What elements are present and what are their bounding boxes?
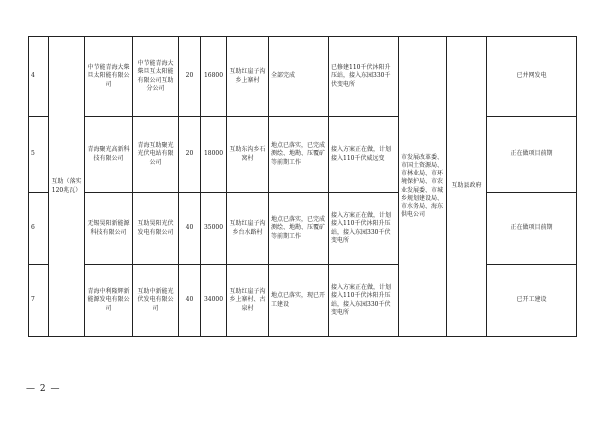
table-row (29, 193, 577, 265)
grid-connection-cell: 接入方案正在做，计划接入110千伏威远变 (329, 117, 399, 193)
grid-connection-cell: 已修建110千伏沐阳升压站，接入东园330千伏变电所 (329, 37, 399, 117)
row-number-cell: 6 (29, 193, 49, 265)
capacity-cell: 40 (179, 193, 201, 265)
company-cell: 青海中利隆辉新能源发电有限公司 (85, 265, 133, 337)
company-cell: 无锡昊阳新能源科技有限公司 (85, 193, 133, 265)
capacity-cell: 40 (179, 265, 201, 337)
row-number-cell: 7 (29, 265, 49, 337)
project-company-cell: 青海互助聚光光伏电站有限公司 (133, 117, 179, 193)
grid-connection-cell: 接入方案正在做，计划接入110千伏沐阳升压站，接入东园330千伏变电所 (329, 265, 399, 337)
preliminary-work-cell: 地点已落实，已完成测绘、地勘、压覆矿等前期工作 (269, 117, 329, 193)
table-row (29, 265, 577, 337)
location-cell: 互助红崖子沟乡上寨村、古泉村 (227, 265, 269, 337)
investment-cell: 35000 (201, 193, 227, 265)
investment-cell: 18000 (201, 117, 227, 193)
location-cell: 互助东沟乡石窝村 (227, 117, 269, 193)
status-cell: 已并网发电 (487, 37, 577, 117)
status-cell: 已开工建设 (487, 265, 577, 337)
page-number: — 2 — (26, 384, 61, 394)
capacity-cell: 20 (179, 117, 201, 193)
project-company-cell: 互助中新能光伏发电有限公司 (133, 265, 179, 337)
company-cell: 青海聚光高新科技有限公司 (85, 117, 133, 193)
status-cell: 正在做项目前期 (487, 117, 577, 193)
project-table (28, 36, 577, 337)
status-cell: 正在做项目前期 (487, 193, 577, 265)
preliminary-work-cell: 全部完成 (269, 37, 329, 117)
row-number-cell: 4 (29, 37, 49, 117)
preliminary-work-cell: 地点已落实，已完成测绘、地勘、压覆矿等前期工作 (269, 193, 329, 265)
responsible-unit-cell: 互助县政府 (447, 37, 487, 337)
grid-connection-cell: 接入方案正在做，计划接入110千伏沐阳升压站，接入东园330千伏变电所 (329, 193, 399, 265)
table-row (29, 37, 577, 117)
support-units-cell: 市发展改革委、市国土资源局、市林业局、市环境保护局、市农业发展委、市城乡规划建设局、市水务局、海东供电公司 (399, 37, 447, 337)
county-cell: 互助（落实120兆瓦） (49, 37, 85, 337)
row-number-cell: 5 (29, 117, 49, 193)
company-cell: 中节能青海大柴旦太阳能有限公司 (85, 37, 133, 117)
investment-cell: 16800 (201, 37, 227, 117)
project-company-cell: 中节能青海大柴旦互太阳能有限公司互助分公司 (133, 37, 179, 117)
project-company-cell: 互助昊阳光伏发电有限公司 (133, 193, 179, 265)
table-row (29, 117, 577, 193)
location-cell: 互助红崖子沟乡上寨村 (227, 37, 269, 117)
preliminary-work-cell: 地点已落实，现已开工建设 (269, 265, 329, 337)
location-cell: 互助红崖子沟乡台水路村 (227, 193, 269, 265)
capacity-cell: 20 (179, 37, 201, 117)
investment-cell: 34000 (201, 265, 227, 337)
